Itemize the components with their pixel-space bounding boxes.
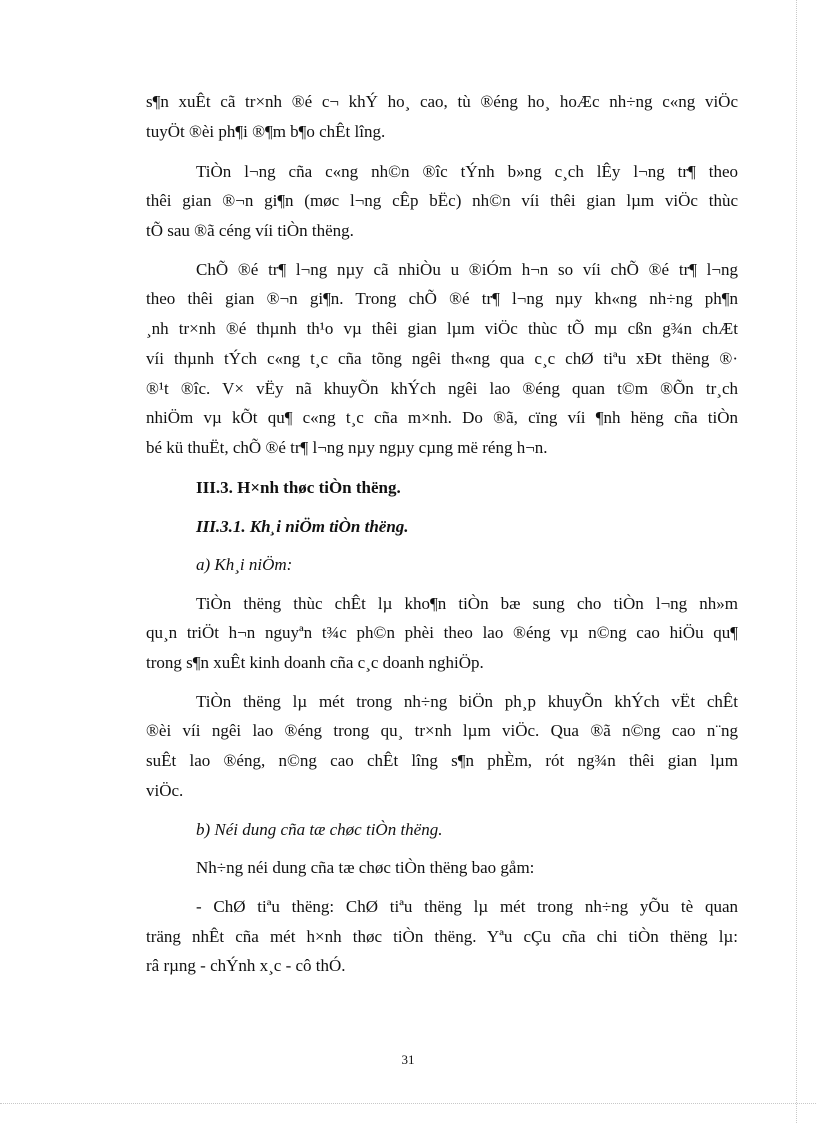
paragraph-3-line-3: ¸nh tr×nh ®é thµnh th¹o vµ thêi gian lµm viÖc thùc tÕ mµ cßn g¾n chÆt <box>146 319 738 338</box>
item-b-heading: b) Néi dung cña tæ chøc tiÒn thëng. <box>196 820 443 839</box>
paragraph-5-line-3: suÊt lao ®éng, n©ng cao chÊt lîng s¶n phÈm, rót ng¾n thêi gian lµm <box>146 751 738 770</box>
subsection-heading: III.3.1. Kh¸i niÖm tiÒn thëng. <box>196 517 409 536</box>
paragraph-5-line-1: TiÒn thëng lµ mét trong nh÷ng biÖn ph¸p khuyÕn khÝch vËt chÊt <box>196 692 738 711</box>
paragraph-7-line-2: träng nhÊt cña mét h×nh thøc tiÒn thëng. Yªu cÇu cña chi tiÒn thëng lµ: <box>146 927 738 946</box>
paragraph-3-line-4: víi thµnh tÝch c«ng t¸c cña tõng ngêi th«ng qua c¸c chØ tiªu xÐt thëng ®· <box>146 349 738 368</box>
paragraph-7-line-1: - ChØ tiªu thëng: ChØ tiªu thëng lµ mét trong nh÷ng yÕu tè quan <box>196 897 738 916</box>
paragraph-2-line-1: TiÒn l¬ng cña c«ng nh©n ®îc tÝnh b»ng c¸ch lÊy l¬ng tr¶ theo <box>196 162 738 181</box>
paragraph-3-line-5: ®¹t ®îc. V× vËy nã khuyÕn khÝch ngêi lao ®éng quan t©m ®Õn tr¸ch <box>146 379 738 398</box>
paragraph-2-line-3: tÕ sau ®ã céng víi tiÒn thëng. <box>146 221 354 240</box>
paragraph-6: Nh÷ng néi dung cña tæ chøc tiÒn thëng bao gåm: <box>196 858 535 877</box>
paragraph-1-line-1: s¶n xuÊt cã tr×nh ®é c¬ khÝ ho¸ cao, tù ®éng ho¸ hoÆc nh÷ng c«ng viÖc <box>146 92 738 111</box>
page-number: 31 <box>401 1052 415 1067</box>
paragraph-5-line-2: ®èi víi ngêi lao ®éng trong qu¸ tr×nh lµm viÖc. Qua ®ã n©ng cao n¨ng <box>146 721 738 740</box>
paragraph-5-line-4: viÖc. <box>146 781 184 800</box>
paragraph-3-line-1: ChÕ ®é tr¶ l¬ng nµy cã nhiÒu u ®iÓm h¬n so víi chÕ ®é tr¶ l¬ng <box>196 260 738 279</box>
section-heading: III.3. H×nh thøc tiÒn thëng. <box>196 478 401 497</box>
paragraph-1-line-2: tuyÖt ®èi ph¶i ®¶m b¶o chÊt lîng. <box>146 122 386 141</box>
paragraph-3-line-2: theo thêi gian ®¬n gi¶n. Trong chÕ ®é tr¶ l¬ng nµy kh«ng nh÷ng ph¶n <box>146 289 738 308</box>
paragraph-4-line-1: TiÒn thëng thùc chÊt lµ kho¶n tiÒn bæ sung cho tiÒn l¬ng nh»m <box>196 594 738 613</box>
paragraph-3-line-6: nhiÖm vµ kÕt qu¶ c«ng t¸c cña m×nh. Do ®ã, cïng víi ¶nh hëng cña tiÒn <box>146 408 738 427</box>
page-edge-right <box>796 0 797 1123</box>
page-edge-bottom <box>0 1103 816 1104</box>
paragraph-3-line-7: bé kü thuËt, chÕ ®é tr¶ l¬ng nµy ngµy cµng më réng h¬n. <box>146 438 548 457</box>
paragraph-7-line-3: râ rµng - chÝnh x¸c - cô thÓ. <box>146 956 346 975</box>
paragraph-4-line-2: qu¸n triÖt h¬n nguyªn t¾c ph©n phèi theo lao ®éng vµ n©ng cao hiÖu qu¶ <box>146 623 738 642</box>
paragraph-4-line-3: trong s¶n xuÊt kinh doanh cña c¸c doanh nghiÖp. <box>146 653 484 672</box>
item-a-heading: a) Kh¸i niÖm: <box>196 555 293 574</box>
paragraph-2-line-2: thêi gian ®¬n gi¶n (møc l¬ng cÊp bËc) nh©n víi thêi gian lµm viÖc thùc <box>146 191 738 210</box>
